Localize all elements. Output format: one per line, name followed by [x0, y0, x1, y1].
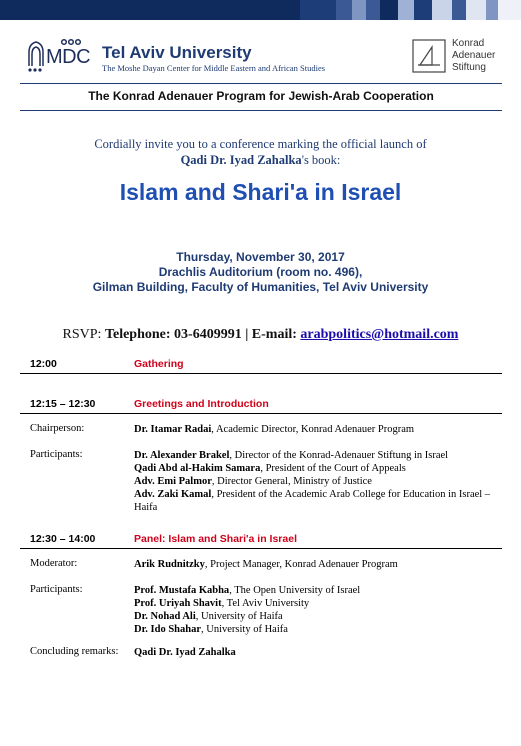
program-title: The Konrad Adenauer Program for Jewish-Arab Cooperation: [88, 89, 434, 103]
center-name: The Moshe Dayan Center for Middle Eastern and African Studies: [102, 63, 326, 73]
program-rule-bottom: [20, 110, 502, 111]
event-building: Gilman Building, Faculty of Humanities, Tel Aviv University: [92, 280, 429, 294]
kas-line-3: Stiftung: [452, 62, 486, 73]
participant-item: [134, 597, 504, 610]
chair-name: Dr. Itamar Radai: [134, 424, 212, 435]
participants-label-2: Participants:: [30, 584, 83, 595]
kas-name: [452, 38, 495, 74]
book-title: Islam and Shari'a in Israel: [119, 179, 402, 205]
participants-label-1: Participants:: [30, 449, 83, 460]
top-bar-segment: [452, 0, 466, 20]
invite-author: Qadi Dr. Iyad Zahalka: [180, 153, 302, 167]
participant-role: , President of the Academic Arab College for Education in Israel – Haifa: [134, 489, 491, 513]
schedule-title-2: Greetings and Introduction: [134, 398, 269, 410]
schedule-time-3: 12:30 – 14:00: [30, 533, 96, 545]
participant-name: Adv. Zaki Kamal: [134, 489, 212, 500]
participant-role: , The Open University of Israel: [229, 585, 361, 596]
participant-role: , President of the Court of Appeals: [260, 463, 406, 474]
top-bar-segment: [498, 0, 521, 20]
participant-item: [134, 610, 504, 623]
schedule-rule-1: [20, 373, 502, 374]
schedule-title-1: Gathering: [134, 358, 184, 370]
participant-role: , Director General, Ministry of Justice: [211, 476, 372, 487]
participant-role: , Tel Aviv University: [221, 598, 310, 609]
rsvp-line: [0, 327, 521, 343]
invite-suffix: 's book:: [301, 153, 341, 167]
participant-item: [134, 584, 504, 597]
participant-name: Dr. Ido Shahar: [134, 624, 202, 635]
concluding-entry: [134, 646, 504, 659]
participant-name: Prof. Mustafa Kabha: [134, 585, 230, 596]
chair-entry: [134, 423, 504, 436]
university-name: Tel Aviv University: [102, 43, 252, 62]
participant-item: [134, 488, 504, 514]
participant-name: Qadi Abd al-Hakim Samara: [134, 463, 261, 474]
participant-role: , University of Haifa: [201, 624, 288, 635]
rsvp-email-link[interactable]: arabpolitics@hotmail.com: [300, 327, 459, 342]
moderator-label: Moderator:: [30, 558, 78, 569]
participant-name: Dr. Alexander Brakel: [134, 450, 230, 461]
event-date: Thursday, November 30, 2017: [176, 250, 345, 264]
rsvp-label: RSVP:: [62, 327, 105, 342]
moderator-entry: [134, 558, 504, 571]
top-bar-segment: [336, 0, 352, 20]
participant-item: [134, 475, 504, 488]
schedule-rule-2: [20, 413, 502, 414]
top-bar-segment: [352, 0, 366, 20]
event-venue: Drachlis Auditorium (room no. 496),: [158, 265, 363, 279]
concluding-label: Concluding remarks:: [30, 646, 119, 657]
kas-line-2: Adenauer: [452, 50, 496, 61]
schedule-title-3: Panel: Islam and Shari'a in Israel: [134, 533, 297, 545]
kas-logo-icon: [412, 39, 446, 73]
invite-author-line: [0, 153, 521, 168]
participant-item: [134, 449, 504, 462]
participant-item: [134, 623, 504, 636]
top-bar-segment: [486, 0, 498, 20]
top-bar-segment: [366, 0, 380, 20]
top-bar-segment: [0, 0, 300, 20]
moderator-role: , Project Manager, Konrad Adenauer Program: [204, 559, 398, 570]
program-rule-top: [20, 83, 502, 84]
top-bar-segment: [398, 0, 414, 20]
kas-line-1: Konrad: [452, 38, 485, 49]
kas-logo: [412, 38, 512, 74]
chair-role: , Academic Director, Konrad Adenauer Program: [211, 424, 415, 435]
top-bar-segment: [414, 0, 432, 20]
top-decorative-bar: [0, 0, 521, 20]
mdc-logo-text: MDC: [46, 46, 91, 68]
mdc-logo: [26, 36, 90, 72]
participants-list-2: [134, 584, 504, 636]
concluding-name: Qadi Dr. Iyad Zahalka: [134, 647, 236, 658]
top-bar-segment: [380, 0, 398, 20]
top-bar-segment: [466, 0, 486, 20]
participants-list-1: [134, 449, 504, 514]
invite-line: Cordially invite you to a conference marking the official launch of: [94, 137, 427, 151]
participant-item: [134, 462, 504, 475]
schedule-rule-3: [20, 548, 502, 549]
rsvp-phone: Telephone: 03-6409991 | E-mail:: [104, 327, 301, 342]
schedule-time-1: 12:00: [30, 358, 57, 370]
participant-name: Adv. Emi Palmor: [134, 476, 212, 487]
participant-name: Dr. Nohad Ali: [134, 611, 196, 622]
top-bar-segment: [432, 0, 452, 20]
participant-role: , University of Haifa: [195, 611, 283, 622]
moderator-name: Arik Rudnitzky: [134, 559, 205, 570]
schedule-time-2: 12:15 – 12:30: [30, 398, 96, 410]
participant-role: , Director of the Konrad-Adenauer Stiftung in Israel: [229, 450, 449, 461]
participant-name: Prof. Uriyah Shavit: [134, 598, 222, 609]
top-bar-segment: [300, 0, 336, 20]
chair-label: Chairperson:: [30, 423, 85, 434]
